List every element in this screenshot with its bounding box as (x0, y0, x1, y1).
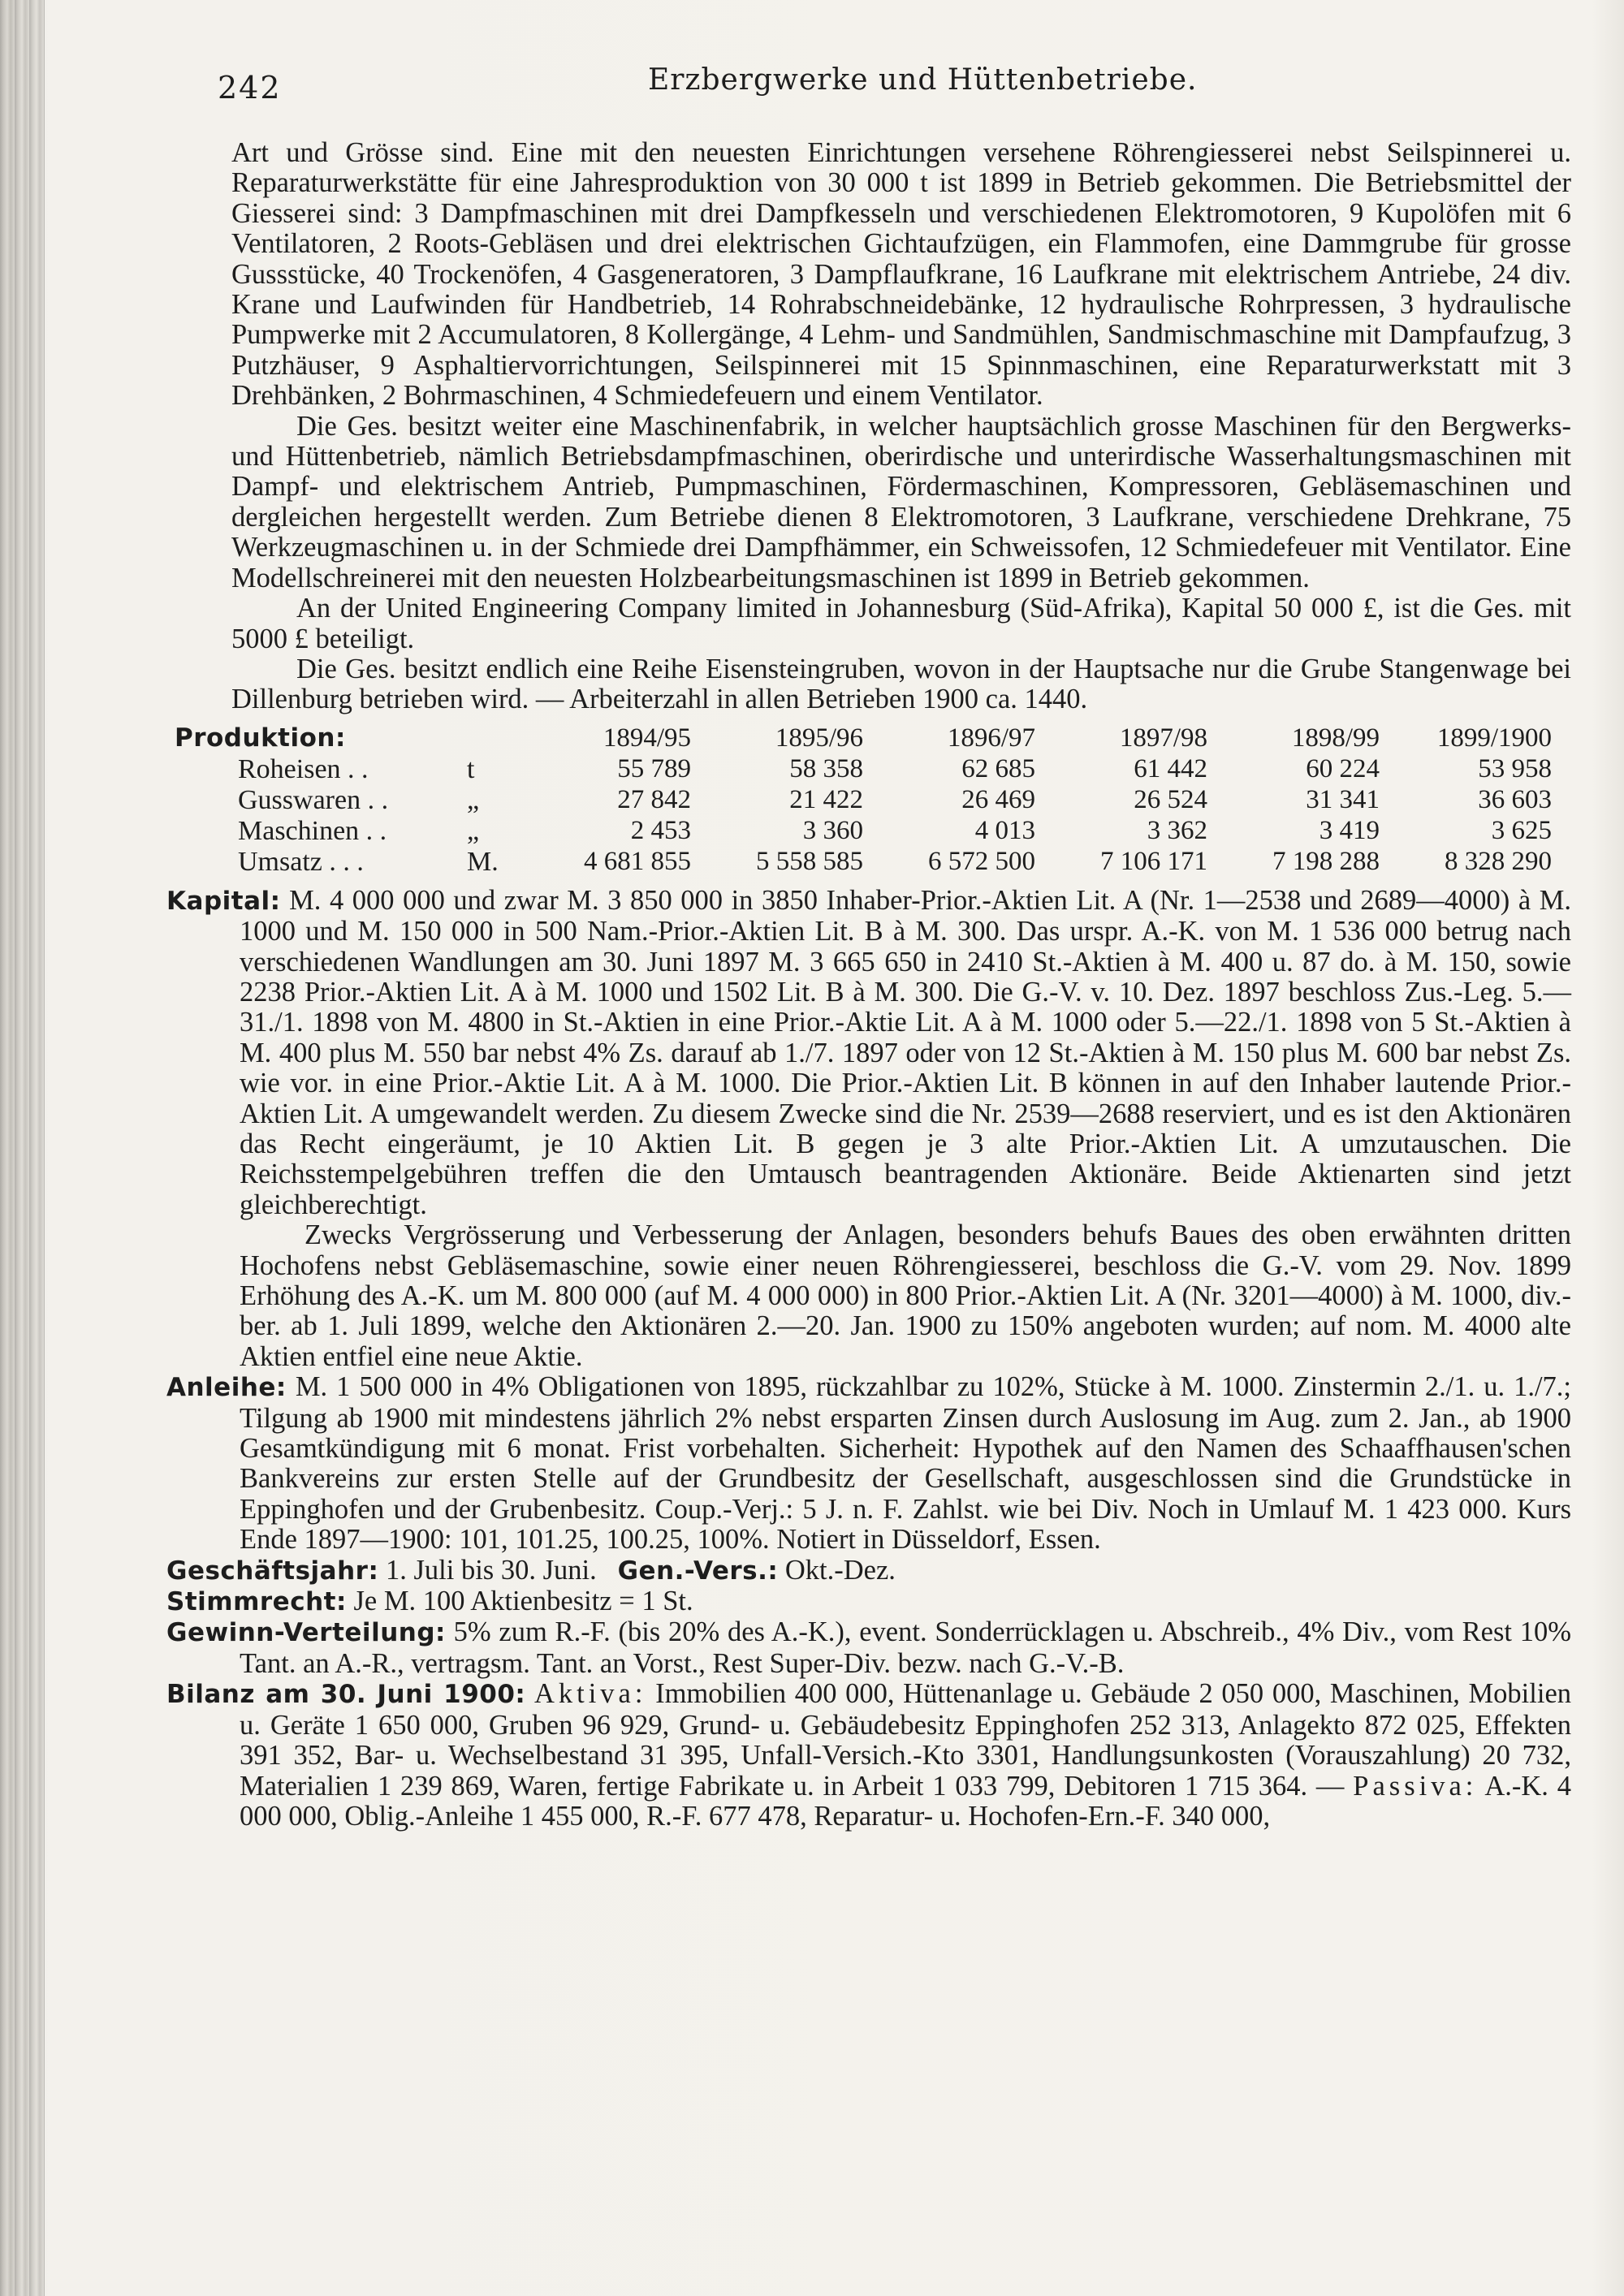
table-cell: 26 469 (961, 784, 1035, 814)
aktiva-label: Aktiva: (533, 1678, 647, 1710)
kapital-paragraph-2: Zwecks Vergrösserung und Verbesserung der Anlagen, besonders behufs Baues des oben erwähnten dritten Hochofens nebst Gebläsemaschine, sowie einer neuen Röhrengiesserei, beschloss die G.-V. vom 29. Nov. 1899 Erhöhung des A.-K. um M. 800 000 (auf M. 4 000 000) in 800 Prior.-Aktien Lit. A (Nr. 3201—4000) à M. 1000, div.-ber. ab 1. Juli 1899, welche den Aktionären 2.—20. Jan. 1900 zu 150% angeboten wurden; auf nom. M. 4000 alte Aktien entfiel eine neue Aktie. (240, 1219, 1571, 1372)
row-label: Maschinen . . (238, 815, 387, 846)
table-cell: 3 419 (1319, 815, 1380, 845)
kapital-label: Kapital: (166, 886, 281, 916)
gewinn-label: Gewinn-Verteilung: (166, 1618, 446, 1648)
geschaeftsjahr-text: 1. Juli bis 30. Juni. (385, 1554, 597, 1586)
intro-paragraph-2: Die Ges. besitzt weiter eine Maschinenfabrik, in welcher hauptsächlich grosse Maschinen für den Bergwerks- und Hüttenbetrieb, nämlich Betriebsdampfmaschinen, oberirdische und unterirdische Wasserhaltungsmaschinen mit Dampf- und elektrischem Antrieb, Pumpmaschinen, Fördermaschinen, Kompressoren, Gebläsemaschinen und dergleichen hergestellt werden. Zum Betriebe dienen 8 Elektromotoren, 3 Laufkrane, verschiedene Drehkrane, 75 Werkzeugmaschinen u. in der Schmiede drei Dampfhämmer, ein Schweissofen, 12 Schmiedefeuer mit Ventilator. Eine Modellschreinerei mit den neuesten Holzbearbeitungsmaschinen ist 1899 in Betrieb gekommen. (231, 410, 1571, 593)
running-title: Erzbergwerke und Hüttenbetriebe. (648, 63, 1198, 97)
gewinn-paragraph (166, 1617, 1571, 1679)
table-cell: 26 524 (1134, 784, 1207, 814)
kapital-text: M. 4 000 000 und zwar M. 3 850 000 in 3850 Inhaber-Prior.-Aktien Lit. A (Nr. 1—2538 und 2689—4000) à M. 1000 und M. 150 000 in 500 Nam.-Prior.-Aktien Lit. B à M. 300. Das urspr. A.-K. von M. 1 536 000 betrug nach verschiedenen Wandlungen am 30. Juni 1897 M. 3 665 650 in 2410 St.-Aktien à M. 400 u. 87 do. à M. 150, sowie 2238 Prior.-Aktien Lit. A à M. 1000 und 1502 Lit. B à M. 300. Die G.-V. v. 10. Dez. 1897 beschloss Zus.-Leg. 5.—31./1. 1898 von M. 4800 in St.-Aktien in eine Prior.-Aktie Lit. A à M. 1000 oder 5.—22./1. 1898 von 5 St.-Aktien à M. 400 plus M. 550 bar nebst 4% Zs. darauf ab 1./7. 1897 oder von 12 St.-Aktien à M. 150 plus M. 600 bar nebst Zs. wie vor. in eine Prior.-Aktie Lit. A à M. 1000. Die Prior.-Aktien Lit. B können in auf den Inhaber lautende Prior.-Aktien Lit. A umgewandelt werden. Zu diesem Zwecke sind die Nr. 2539—2688 reserviert, und es ist den Aktionären das Recht eingeräumt, je 10 Aktien Lit. B gegen je 3 alte Prior.-Aktien Lit. A umzutauschen. Die Reichsstempelgebühren treffen die den Umtausch beantragenden Aktionäre. Beide Aktienarten sind jetzt gleichberechtigt. (240, 884, 1571, 1220)
table-row (175, 785, 1571, 816)
table-cell: 4 681 855 (584, 846, 691, 876)
table-cell: 7 198 288 (1272, 846, 1380, 876)
book-gutter (0, 0, 45, 2296)
table-cell: 4 013 (974, 815, 1035, 845)
text-column (166, 137, 1572, 1832)
production-header-row (175, 719, 1571, 754)
stimmrecht-label: Stimmrecht: (166, 1587, 347, 1617)
passiva-label: Passiva: (1353, 1770, 1478, 1802)
anleihe-text: M. 1 500 000 in 4% Obligationen von 1895, rückzahlbar zu 102%, Stücke à M. 1000. Zinstermin 2./1. u. 1./7.; Tilgung ab 1900 mit mindestens jährlich 2% nebst ersparten Zinsen durch Auslosung im Aug. zum 2. Jan., ab 1900 Gesamtkündigung mit 6 monat. Frist vorbehalten. Sicherheit: Hypothek auf den Namen des Schaaffhausen'schen Bankvereins zur ersten Stelle auf der Grundbesitz der Gesellschaft, ausgeschlossen sind die Grundstücke in Eppinghofen und der Grubenbesitz. Coup.-Verj.: 5 J. n. F. Zahlst. wie bei Div. Noch in Umlauf M. 1 423 000. Kurs Ende 1897—1900: 101, 101.25, 100.25, 100%. Notiert in Düsseldorf, Essen. (240, 1371, 1572, 1556)
generalversammlung-label: Gen.-Vers.: (617, 1556, 779, 1586)
table-cell: 61 442 (1134, 753, 1207, 783)
production-table (175, 719, 1571, 878)
geschaeftsjahr-label: Geschäftsjahr: (166, 1556, 379, 1586)
table-cell: 8 328 290 (1445, 846, 1552, 876)
row-unit: „ (467, 784, 480, 815)
table-cell: 3 625 (1491, 815, 1552, 845)
bilanz-paragraph (166, 1679, 1571, 1832)
year-header: 1894/95 (603, 723, 691, 753)
kapital-paragraph (166, 886, 1571, 1220)
table-cell: 53 958 (1478, 753, 1552, 783)
table-cell: 27 842 (617, 784, 691, 814)
passiva-text: A.-K. 4 000 000, Oblig.-Anleihe 1 455 000, R.-F. 677 478, Reparatur- u. Hochofen-Ern.-F. 340 000, (240, 1770, 1571, 1832)
row-label: Gusswaren . . (238, 784, 389, 815)
table-row (175, 816, 1571, 847)
table-row (175, 754, 1571, 785)
gewinn-text: 5% zum R.-F. (bis 20% des A.-K.), event. Sonderrücklagen u. Abschreib., 4% Div., vom Rest 10% Tant. an A.-R., vertragsm. Tant. an Vorst., Rest Super-Div. bezw. nach G.-V.-B. (240, 1616, 1571, 1679)
row-unit: „ (467, 815, 480, 846)
row-unit: M. (467, 846, 499, 877)
table-cell: 5 558 585 (756, 846, 863, 876)
table-cell: 60 224 (1306, 753, 1380, 783)
table-cell: 62 685 (961, 753, 1035, 783)
stimmrecht-text: Je M. 100 Aktienbesitz = 1 St. (353, 1586, 693, 1617)
anleihe-paragraph (166, 1372, 1571, 1555)
table-cell: 7 106 171 (1100, 846, 1207, 876)
row-unit: t (467, 753, 475, 784)
anleihe-label: Anleihe: (166, 1373, 287, 1403)
running-head (218, 63, 1598, 112)
table-row (175, 847, 1571, 878)
intro-paragraph-3: An der United Engineering Company limited in Johannesburg (Süd-Afrika), Kapital 50 000 £, ist die Ges. mit 5000 £ beteiligt. (231, 593, 1571, 654)
aktiva-text: Immobilien 400 000, Hüttenanlage u. Gebäude 2 050 000, Maschinen, Mobilien u. Geräte 1 650 000, Gruben 96 929, Grund- u. Gebäudebesitz Eppinghofen 252 313, Anlagekto 872 025, Effekten 391 352, Bar- u. Wechselbestand 31 395, Unfall-Versich.-Kto 3301, Handlungsunkosten (Vorauszahlung) 20 732, Materialien 1 239 869, Waren, fertige Fabrikate u. in Arbeit 1 033 799, Debitoren 1 715 364. — (240, 1678, 1572, 1802)
generalversammlung-text: Okt.-Dez. (784, 1554, 896, 1586)
row-label: Umsatz . . . (238, 846, 364, 877)
table-cell: 2 453 (630, 815, 691, 845)
stimmrecht-line (166, 1586, 1571, 1617)
table-cell: 3 362 (1147, 815, 1207, 845)
year-header: 1898/99 (1291, 723, 1380, 753)
table-cell: 3 360 (802, 815, 863, 845)
table-cell: 31 341 (1306, 784, 1380, 814)
year-header: 1899/1900 (1436, 723, 1552, 753)
year-header: 1896/97 (947, 723, 1035, 753)
production-label: Produktion: (175, 723, 346, 753)
bilanz-label: Bilanz am 30. Juni 1900: (166, 1680, 526, 1710)
table-cell: 36 603 (1478, 784, 1552, 814)
table-cell: 6 572 500 (928, 846, 1035, 876)
intro-paragraph-1: Art und Grösse sind. Eine mit den neuesten Einrichtungen versehene Röhrengiesserei nebst Seilspinnerei u. Reparaturwerkstätte für eine Jahresproduktion von 30 000 t ist 1899 in Betrieb gekommen. Die Betriebsmittel der Giesserei sind: 3 Dampfmaschinen mit drei Dampfkesseln und verschiedenen Elektromotoren, 9 Kupolöfen mit 6 Ventilatoren, 2 Roots-Gebläsen und drei elektrischen Gichtaufzügen, ein Flammofen, eine Dammgrube für grosse Gussstücke, 40 Trockenöfen, 4 Gasgeneratoren, 3 Dampflaufkrane, 16 Laufkrane mit elektrischem Antriebe, 24 div. Krane und Laufwinden für Handbetrieb, 14 Rohrabschneidebänke, 12 hydraulische Rohrpressen, 3 hydraulische Pumpwerke mit 2 Accumulatoren, 8 Kollergänge, 4 Lehm- und Sandmühlen, Sandmischmaschine mit Dampfaufzug, 3 Putzhäuser, 9 Asphaltiervorrichtungen, Seilspinnerei mit 15 Spinnmaschinen, eine Reparaturwerkstatt mit 3 Drehbänken, 2 Bohrmaschinen, 4 Schmiedefeuern und einem Ventilator. (231, 137, 1571, 412)
table-cell: 55 789 (617, 753, 691, 783)
page-number: 242 (218, 70, 282, 106)
table-cell: 58 358 (789, 753, 863, 783)
geschaeftsjahr-line (166, 1556, 1571, 1586)
intro-paragraph-4: Die Ges. besitzt endlich eine Reihe Eisensteingruben, wovon in der Hauptsache nur die Grube Stangenwage bei Dillenburg betrieben wird. — Arbeiterzahl in allen Betrieben 1900 ca. 1440. (231, 653, 1571, 715)
year-header: 1897/98 (1119, 723, 1207, 753)
table-cell: 21 422 (789, 784, 863, 814)
row-label: Roheisen . . (238, 753, 369, 784)
year-header: 1895/96 (775, 723, 863, 753)
